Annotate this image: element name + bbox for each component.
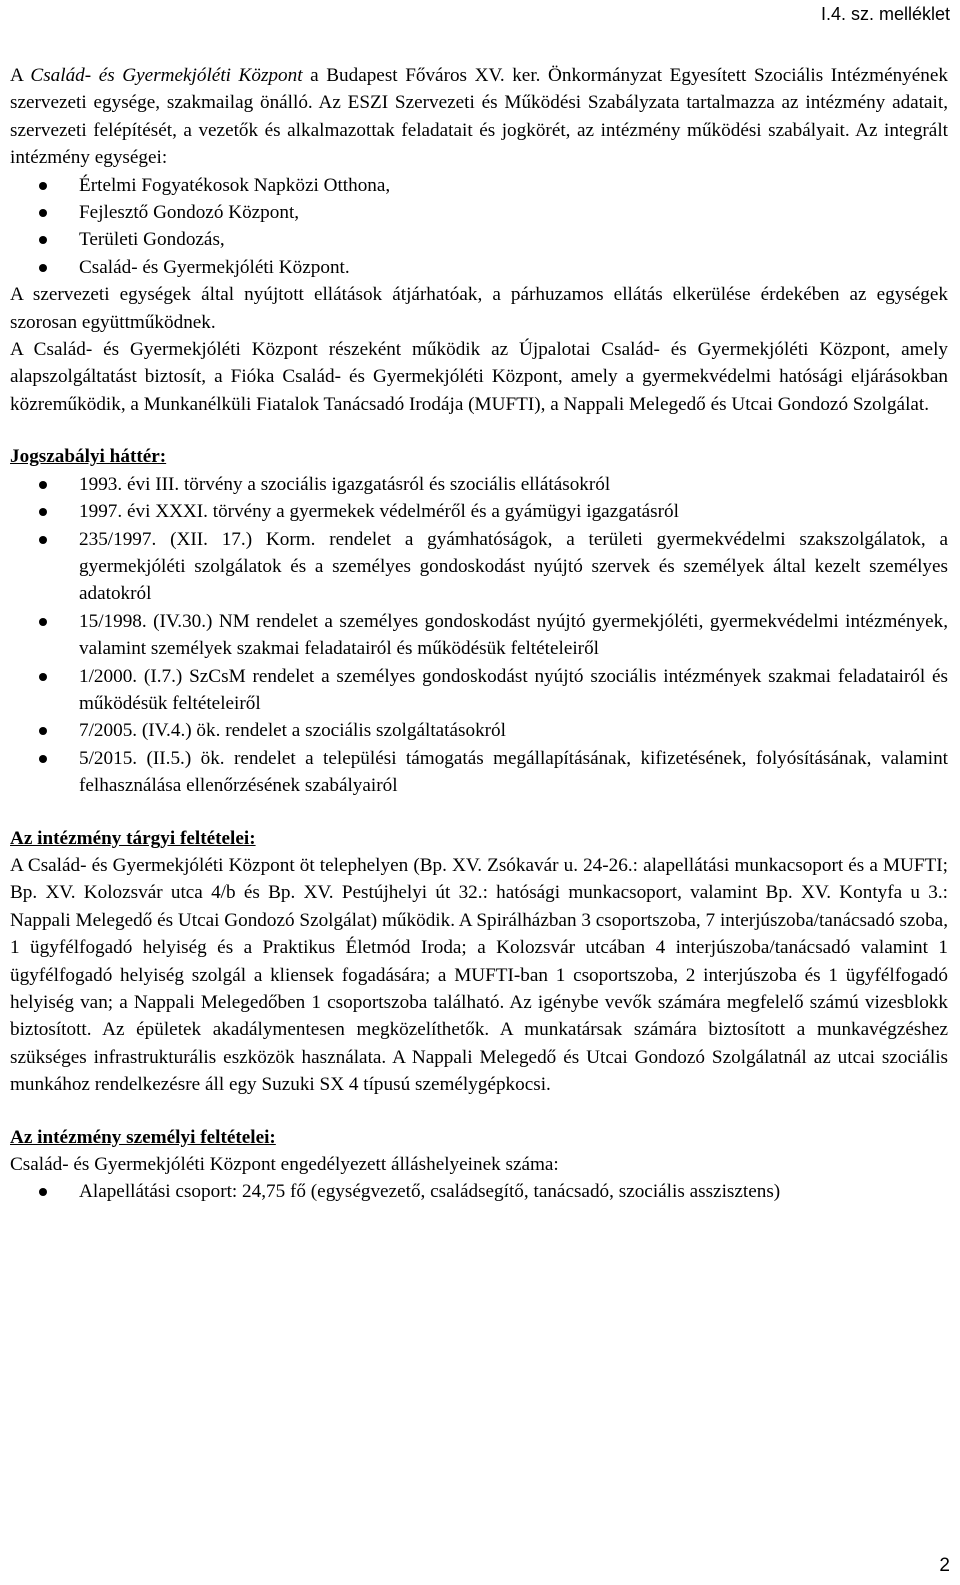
page-number: 2	[939, 1555, 950, 1576]
unit-item: Értelmi Fogyatékosok Napközi Otthona,	[10, 172, 948, 199]
personnel-item: Alapellátási csoport: 24,75 fő (egységvezető, családsegítő, tanácsadó, szociális asszisztens)	[10, 1178, 948, 1205]
cooperation-paragraph: A szervezeti egységek által nyújtott ellátások átjárhatóak, a párhuzamos ellátás elkerülése érdekében az egységek szorosan együttműködnek.	[10, 284, 948, 333]
legal-list	[10, 471, 948, 800]
legal-item: 235/1997. (XII. 17.) Korm. rendelet a gyámhatóságok, a területi gyermekvédelmi szakszolgálatok, a gyermekjóléti szolgálatok és a személyes gondoskodást nyújtó szervek és személyek által kezelt személyes adatokról	[10, 526, 948, 608]
personnel-list	[10, 1178, 948, 1205]
material-paragraph: A Család- és Gyermekjóléti Központ öt telephelyen (Bp. XV. Zsókavár u. 24-26.: alapellátási munkacsoport és a MUFTI; Bp. XV. Kolozsvár utca 4/b és Bp. XV. Pestújhelyi út 32.: hatósági munkacsoport, valamint Bp. XV. Kontyfa u 3.: Nappali Melegedő és Utcai Gondozó Szolgálat) működik. A Spirálházban 3 csoportszoba, 7 interjúszoba/tanácsadó szoba, 1 ügyfélfogadó helyiség és a Praktikus Életmód Iroda; a Kolozsvár utcában 4 interjúszoba/tanácsadó valamint 1 ügyfélfogadó helyiség szolgál a kliensek fogadására; a MUFTI-ban 1 csoportszoba, 2 interjúszoba és 1 ügyfélfogadó helyiség van; a Nappali Melegedőben 1 csoportszoba található. Az igénybe vevők számára megfelelő számú vizesblokk biztosított. Az épületek akadálymentesen megközelíthetők. A munkatársak számára biztosított a munkavégzéshez szükséges infrastrukturális eszközök használata. A Nappali Melegedő és Utcai Gondozó Szolgálatnál az utcai szociális munkához rendelkezésre áll egy Suzuki SX 4 típusú személygépkocsi.	[10, 854, 948, 1096]
intro-italic-name: Család- és Gyermekjóléti Központ	[30, 65, 303, 86]
legal-heading: Jogszabályi háttér:	[10, 446, 167, 468]
legal-item: 1993. évi III. törvény a szociális igazgatásról és szociális ellátásokról	[10, 471, 948, 498]
document-body	[10, 62, 948, 1206]
intro-pre: A	[10, 65, 31, 86]
material-heading: Az intézmény tárgyi feltételei:	[10, 827, 256, 849]
unit-item: Fejlesztő Gondozó Központ,	[10, 199, 948, 226]
intro-paragraph	[10, 62, 948, 172]
personnel-heading: Az intézmény személyi feltételei:	[10, 1126, 276, 1148]
legal-item: 1/2000. (I.7.) SzCsM rendelet a személyes gondoskodást nyújtó szociális intézmények szakmai feladatairól és működésük feltételeiről	[10, 663, 948, 718]
annex-label: I.4. sz. melléklet	[820, 4, 950, 24]
unit-item: Család- és Gyermekjóléti Központ.	[10, 254, 948, 281]
unit-item: Területi Gondozás,	[10, 226, 948, 253]
intro-text: a Budapest Főváros XV. ker. Önkormányzat Egyesített Szociális Intézményének szervezeti egysége, szakmailag önálló. Az ESZI Szervezeti és Működési Szabályzata tartalmazza az intézmény adatait, szervezeti felépítését, a vezetők és alkalmazottak feladatait és jogkörét, az intézmény működési szabályait. Az integrált intézmény egységei:	[10, 65, 948, 169]
legal-item: 7/2005. (IV.4.) ök. rendelet a szociális szolgáltatásokról	[10, 717, 948, 744]
structure-paragraph: A Család- és Gyermekjóléti Központ részeként működik az Újpalotai Család- és Gyermekjóléti Központ, amely alapszolgáltatást biztosít, a Fióka Család- és Gyermekjóléti Központ, amely a gyermekvédelmi hatósági eljárásokban közreműködik, a Munkanélküli Fiatalok Tanácsadó Irodája (MUFTI), a Nappali Melegedő és Utcai Gondozó Szolgálat.	[10, 339, 948, 415]
legal-item: 15/1998. (IV.30.) NM rendelet a személyes gondoskodást nyújtó gyermekjóléti, gyermekvédelmi intézmények, valamint személyek szakmai feladatairól és működésük feltételeiről	[10, 608, 948, 663]
units-list	[10, 172, 948, 282]
personnel-paragraph: Család- és Gyermekjóléti Központ engedélyezett álláshelyeinek száma:	[10, 1154, 559, 1176]
legal-item: 1997. évi XXXI. törvény a gyermekek védelméről és a gyámügyi igazgatásról	[10, 498, 948, 525]
legal-item: 5/2015. (II.5.) ök. rendelet a települési támogatás megállapításának, kifizetésének, folyósításának, valamint felhasználása ellenőrzésének szabályairól	[10, 745, 948, 800]
